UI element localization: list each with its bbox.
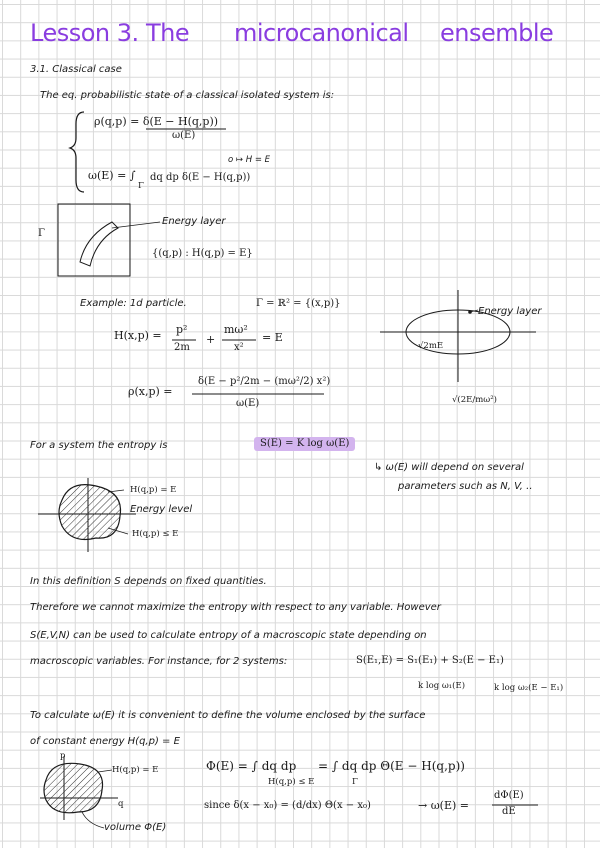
- title-ensemble: ensemble: [440, 19, 554, 47]
- phi-lhs: Φ(E) = ∫ dq dp: [206, 759, 297, 773]
- fig3-volume-label: volume Φ(E): [104, 822, 167, 833]
- rho-example-numerator: δ(E − p²/2m − (mω²/2) x²): [198, 376, 331, 387]
- fig3-p-axis: p: [60, 751, 66, 761]
- para-line-1: In this definition S depends on fixed quantities.: [30, 576, 267, 587]
- entropy-formula: S(E) = K log ω(E): [254, 437, 355, 451]
- para-line-3: S(E,V,N) can be used to calculate entropy of a macroscopic state depending on: [30, 630, 427, 641]
- omega-def: ω(E) = ∫: [88, 169, 136, 182]
- fig3-pointer: [98, 770, 112, 772]
- example-phase-space: Γ = ℝ² = {(x,p)}: [256, 298, 341, 309]
- rho-denominator: ω(E): [172, 130, 196, 141]
- fig3-blob: [44, 763, 103, 812]
- omega-integrand: dq dp δ(E − H(q,p)): [150, 172, 251, 183]
- gamma-label: Γ: [38, 228, 45, 239]
- hamiltonian-2m: 2m: [174, 342, 190, 353]
- entropy-note-2: parameters such as N, V, ..: [398, 481, 533, 492]
- rho-example-lhs: ρ(x,p) =: [128, 385, 173, 398]
- rho-numerator: ρ(q,p) = δ(E − H(q,p)): [94, 115, 219, 128]
- sub-log-w2: k log ω₂(E − E₁): [494, 683, 564, 693]
- fig2-h-equals-e: H(q,p) = E: [130, 485, 177, 495]
- sqrt-2mE: √2mE: [418, 341, 444, 351]
- hamiltonian-mw2: mω²: [224, 323, 248, 336]
- intro-line: The eq. probabilistic state of a classical isolated system is:: [40, 90, 335, 101]
- title-microcanonical: microcanonical: [234, 19, 409, 47]
- dE-denominator: dE: [502, 806, 516, 817]
- hamiltonian-p2: p²: [176, 323, 188, 336]
- energy-layer-label-1: Energy layer: [162, 216, 226, 227]
- para-line-2: Therefore we cannot maximize the entropy with respect to any variable. However: [30, 602, 441, 613]
- fig2-blob: [59, 485, 121, 540]
- omega-derivative-lhs: → ω(E) =: [418, 799, 470, 812]
- entropy-lead: For a system the entropy is: [30, 440, 168, 451]
- hamiltonian-x2: x²: [234, 342, 244, 353]
- entropy-sum: S(E₁,E) = S₁(E₁) + S₂(E − E₁): [356, 655, 504, 666]
- example-intro: Example: 1d particle.: [80, 298, 187, 309]
- fig2-h-le-e: H(q,p) ≤ E: [132, 529, 179, 539]
- energy-layer-label-2: Energy layer: [478, 306, 542, 317]
- dphi-numerator: dΦ(E): [494, 790, 524, 801]
- since-relation: since δ(x − x₀) = (d/dx) Θ(x − x₀): [204, 800, 371, 811]
- energy-set-definition: {(q,p) : H(q,p) = E}: [152, 248, 253, 259]
- phi-rhs: = ∫ dq dp Θ(E − H(q,p)): [318, 759, 465, 773]
- para-line-5: To calculate ω(E) it is convenient to define the volume enclosed by the surface: [30, 710, 426, 721]
- phase-space-box: [58, 204, 130, 276]
- sub-log-w1: k log ω₁(E): [418, 681, 466, 691]
- phi-rhs-subscript: Γ: [352, 777, 358, 787]
- hamiltonian-plus: +: [206, 333, 216, 346]
- hamiltonian-eq-e: = E: [262, 331, 283, 344]
- fig3-h-label: H(q,p) = E: [112, 765, 159, 775]
- omega-aside: o ↦ H = E: [228, 155, 271, 165]
- fig2-energy-level: Energy level: [130, 504, 193, 515]
- sqrt-E-over-mw2: √(2E/mω²): [452, 395, 497, 405]
- entropy-note-1: ↳ ω(E) will depend on several: [374, 462, 524, 473]
- rho-example-denominator: ω(E): [236, 398, 260, 409]
- phi-subscript: H(q,p) ≤ E: [268, 777, 315, 787]
- para-line-4: macroscopic variables. For instance, for 2 systems:: [30, 656, 288, 667]
- fig3-q-axis: q: [118, 799, 124, 809]
- para-line-6: of constant energy H(q,p) = E: [30, 736, 180, 747]
- energy-layer-pointer: [112, 222, 160, 228]
- section-heading: 3.1. Classical case: [30, 64, 122, 75]
- energy-layer-shape: [80, 222, 118, 266]
- fig3-volume-pointer: [82, 812, 104, 828]
- system-brace: [70, 112, 84, 192]
- lesson-number: Lesson 3.: [30, 19, 139, 47]
- title-the: The: [146, 19, 190, 47]
- omega-limit: Γ: [138, 181, 144, 191]
- hamiltonian-lhs: H(x,p) =: [114, 329, 162, 342]
